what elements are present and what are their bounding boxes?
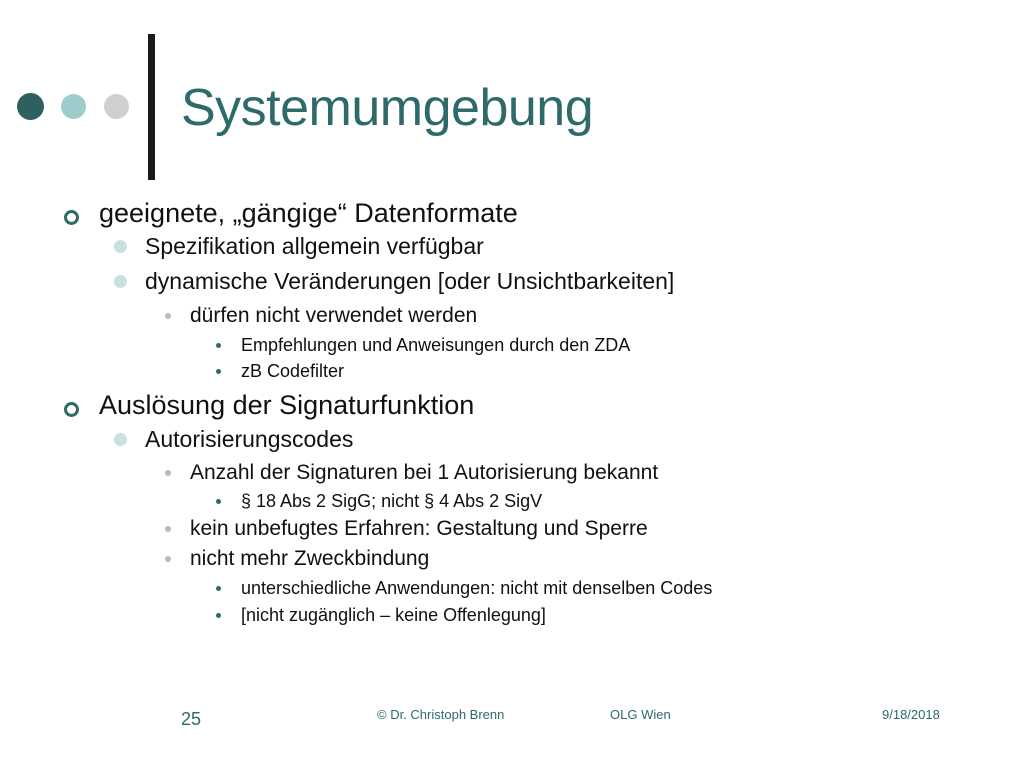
bullet-level-2-icon xyxy=(114,433,127,446)
bullet-level-1-icon xyxy=(64,402,79,417)
bullet-level-4-icon xyxy=(216,613,221,618)
bullet-text: kein unbefugtes Erfahren: Gestaltung und Sperre xyxy=(190,517,648,540)
light-dot-icon xyxy=(61,94,86,119)
bullet-text: unterschiedliche Anwendungen: nicht mit denselben Codes xyxy=(241,578,713,598)
bullet-level-3-icon xyxy=(165,526,171,532)
footer-organization: OLG Wien xyxy=(610,707,671,722)
bullet-text: Auslösung der Signaturfunktion xyxy=(99,390,475,420)
bullet-level-4-icon xyxy=(216,586,221,591)
bullet-level-4-icon xyxy=(216,343,221,348)
page-number: 25 xyxy=(181,709,202,729)
bullet-text: [nicht zugänglich – keine Offenlegung] xyxy=(241,605,546,625)
bullet-level-1-icon xyxy=(64,210,79,225)
title-divider xyxy=(148,34,155,180)
bullet-text: dürfen nicht verwendet werden xyxy=(190,304,478,327)
bullet-level-2-icon xyxy=(114,240,127,253)
bullet-text: dynamische Veränderungen [oder Unsichtbarkeiten] xyxy=(145,268,675,294)
footer-author: © Dr. Christoph Brenn xyxy=(377,707,505,722)
bullet-text: geeignete, „gängige“ Datenformate xyxy=(99,198,518,228)
bullet-level-3-icon xyxy=(165,556,171,562)
bullet-text: Autorisierungscodes xyxy=(145,426,354,452)
bullet-level-3-icon xyxy=(165,470,171,476)
dark-dot-icon xyxy=(17,93,44,120)
footer-date: 9/18/2018 xyxy=(882,707,940,722)
bullet-text: nicht mehr Zweckbindung xyxy=(190,547,430,570)
bullet-text: zB Codefilter xyxy=(241,361,345,381)
bullet-level-4-icon xyxy=(216,369,221,374)
bullet-text: Spezifikation allgemein verfügbar xyxy=(145,233,484,259)
slide-title: Systemumgebung xyxy=(181,79,594,137)
bullet-level-3-icon xyxy=(165,313,171,319)
bullet-level-4-icon xyxy=(216,499,221,504)
bullet-text: Anzahl der Signaturen bei 1 Autorisierung bekannt xyxy=(190,461,659,484)
bullet-text: § 18 Abs 2 SigG; nicht § 4 Abs 2 SigV xyxy=(241,491,543,511)
gray-dot-icon xyxy=(104,94,129,119)
bullet-level-2-icon xyxy=(114,275,127,288)
bullet-text: Empfehlungen und Anweisungen durch den ZDA xyxy=(241,335,631,355)
